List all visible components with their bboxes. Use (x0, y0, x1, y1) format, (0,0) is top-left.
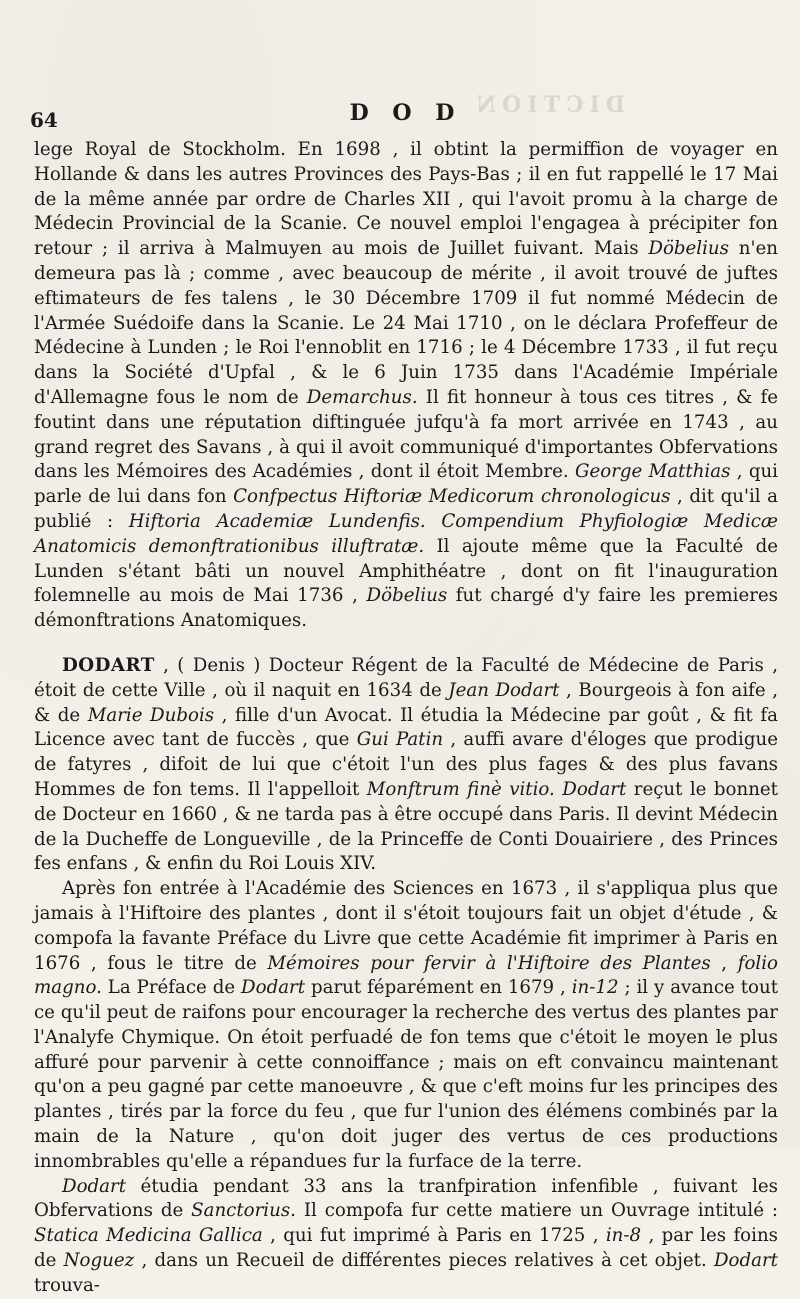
text-run: n'en demeura pas là ; comme , avec beaucoup de mérite , il avoit trouvé de juftes eftimateurs de fes talens , le 30 Décembre 1709 il fut nommé Médecin de l'Armée Suédoife dans la Scanie. Le 24 Mai 1710 , on le déclara Profeffeur de Médecine à Lunden ; le Roi l'ennoblit en 1716 ; le 4 Décembre 1733 , il fut reçu dans la Société d'Upfal , & le 6 Juin 1735 dans l'Académie Impériale d'Allemagne fous le nom de (34, 238, 778, 408)
text-run: Il ajoute même que la Faculté de Lunden s'étant bâti un nouvel Amphithéatre , dont on fit l'inauguration folemnelle au mois de Mai 1736 , (34, 535, 778, 607)
text-run: reçut le bonnet de Docteur en 1660 , & ne tarda pas à être occupé dans Paris. Il devint Médecin de la Ducheffe de Longueville , de la Princeffe de Conti Douairiere , des Princes fes enfans , & enfin du Roi Louis XIV. (34, 778, 778, 875)
italic-run: Döbelius (648, 238, 729, 260)
text-run: Après fon entrée à l'Académie des Sciences en 1673 , il s'appliqua plus que jamais à l'Hiftoire des plantes , dont il s'étoit toujours fait un objet d'étude , & compofa la favante Préface du Livre que cette Académie fit imprimer à Paris en 1676 , fous le titre de (34, 878, 778, 974)
paragraph-transpiration (34, 1175, 778, 1299)
text-run: , fille d'un Avocat. Il étudia la Médecine par goût , & fit fa Licence avec tant de fuccès , que (34, 704, 779, 751)
text-run: , dans un Recueil de différentes pieces relatives à cet objet. (134, 1250, 714, 1272)
body-text (34, 138, 778, 1299)
italic-run: Döbelius (366, 585, 448, 607)
text-run: , dit qu'il a publié : (34, 486, 778, 532)
italic-run: Dodart (62, 1175, 127, 1197)
entry-headword: DODART (62, 654, 155, 676)
italic-run: Demarchus. (306, 386, 418, 408)
page-header (30, 96, 782, 136)
text-run: trouva- (34, 1274, 100, 1296)
text-run: , ( Denis ) Docteur Régent de la Faculté de Médecine de Paris , étoit de cette Ville , où il naquit en 1634 de (34, 654, 778, 701)
italic-run: Dodart (713, 1250, 778, 1272)
italic-run: in-12 (571, 977, 619, 999)
italic-run: folio magno. (34, 952, 778, 999)
text-run: La Préface de (101, 977, 242, 999)
italic-run: Dodart (241, 977, 306, 999)
text-run: lege Royal de Stockholm. En 1698 , il obtint la permiffion de voyager en Hollande & dans les autres Provinces des Pays-Bas ; il en fut rappellé le 17 Mai de la même année par ordre de Charles XII , qui l'avoit promu à la charge de Médecin Provincial de la Scanie. Ce nouvel emploi l'engagea à précipiter fon retour ; il arriva à Malmuyen au mois de Juillet fuivant. Mais (34, 139, 778, 260)
text-run: fut chargé d'y faire les premieres démonftrations Anatomiques. (34, 585, 778, 632)
italic-run: Gui Patin (356, 729, 444, 751)
page-number: 64 (30, 108, 58, 132)
text-run: ; il y avance tout ce qu'il peut de raifons pour encourager la recherche des vertus des plantes par l'Analyfe Chymique. On étoit perfuadé de fon tems que c'étoit le moyen le plus affuré pour parvenir à cette connoiffance ; mais on eft convaincu maintenant qu'on a peu gagné par cette manoeuvre , & que c'eft moins fur les principes des plantes , tirés par la force du feu , que fur l'union des élémens combinés par la main de la Nature , qu'on doit juger des vertus de ces productions innombrables qu'elle a répandues fur la furface de la terre. (34, 977, 779, 1172)
text-run: , (710, 952, 738, 974)
text-run: Il compofa fur cette matiere un Ouvrage intitulé : (295, 1200, 778, 1222)
italic-run: in-8 (605, 1225, 642, 1247)
text-run: , qui fut imprimé à Paris en 1725 , (262, 1225, 606, 1247)
text-run: , par les foins de (34, 1225, 778, 1272)
italic-run: Statica Medicina Gallica (34, 1225, 263, 1247)
text-run: , Bourgeois à fon aife , & de (34, 679, 778, 726)
italic-run: Hiftoria Academiæ Lundenfis. Compendium Phyfiologiæ Medicæ Anatomicis demonftrationibus illuftratæ. (34, 510, 778, 557)
paragraph-academie (34, 877, 778, 1175)
italic-run: Mémoires pour fervir à l'Hiftoire des Plantes (267, 952, 711, 974)
show-through-text: DICTION (470, 92, 625, 118)
italic-run: Confpectus Hiftoriæ Medicorum chronologicus (233, 486, 671, 508)
paragraph-dobelius-continued (34, 138, 778, 634)
text-run: étudia pendant 33 ans la tranfpiration infenfible , fuivant les Obfervations de (34, 1175, 778, 1222)
italic-run: Sanctorius. (191, 1200, 296, 1222)
italic-run: Marie Dubois (87, 704, 215, 726)
italic-run: Jean Dodart (448, 679, 560, 701)
italic-run: Monftrum finè vitio. Dodart (366, 778, 627, 800)
text-run: , qui parle de lui dans fon (34, 461, 778, 508)
paragraph-dodart-entry (34, 654, 778, 877)
italic-run: George Matthias (574, 461, 731, 483)
running-head: D O D (349, 100, 463, 126)
text-run: , auffi avare d'éloges que prodigue de fatyres , difoit de lui que c'étoit l'un des plus fages & des plus favans Hommes de fon tems. Il l'appelloit (34, 729, 778, 800)
text-run: Il fit honneur à tous ces titres , & fe foutint dans une réputation diftinguée jufqu'à fa mort arrivée en 1743 , au grand regret des Savans , à qui il avoit communiqué d'importantes Obfervations dans les Mémoires des Académies , dont il étoit Membre. (34, 386, 778, 483)
text-run: parut féparément en 1679 , (305, 977, 572, 999)
italic-run: Noguez (63, 1250, 135, 1272)
